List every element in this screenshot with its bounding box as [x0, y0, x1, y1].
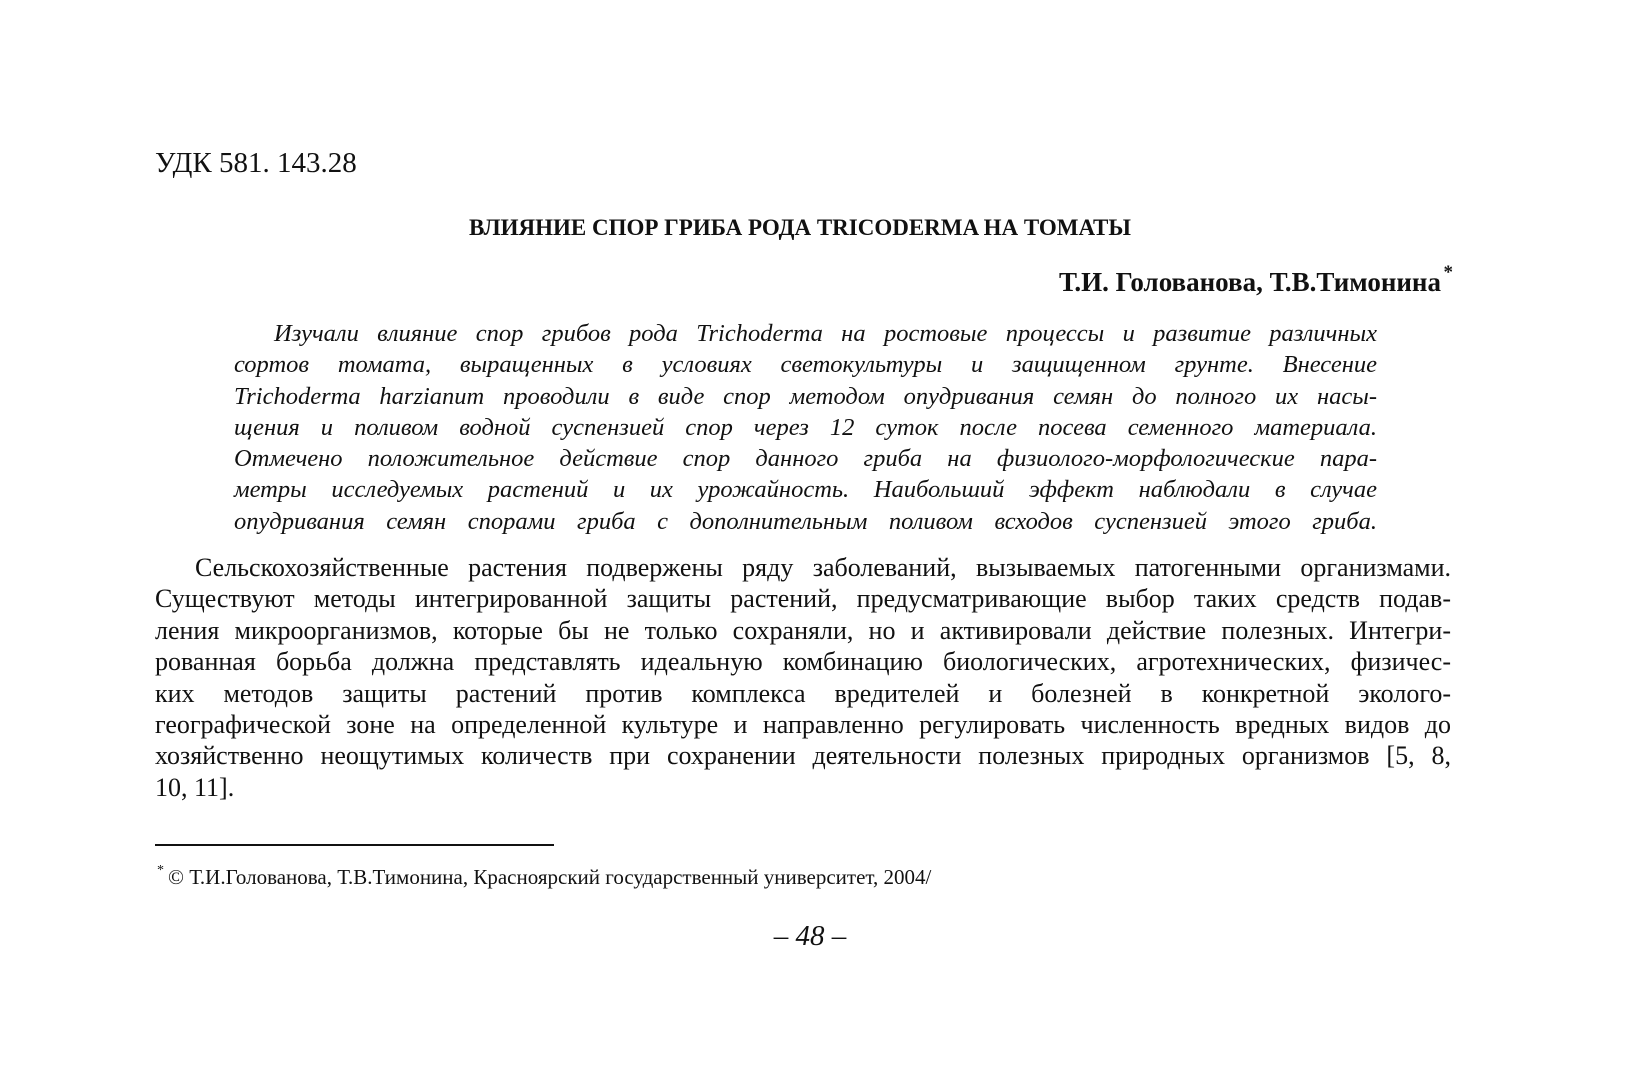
abstract-line: Отмечено положительное действие спор данного гриба на физиолого-морфологические пара- — [234, 445, 1377, 473]
body-paragraph — [155, 552, 1451, 803]
body-line: Сельскохозяйственные растения подвержены ряду заболеваний, вызываемых патогенными организмами. — [195, 553, 1451, 582]
abstract-line: щения и поливом водной суспензией спор через 12 суток после посева семенного материала. — [234, 413, 1377, 441]
body-line: ления микроорганизмов, которые бы не только сохраняли, но и активировали действие полезных. Интегри- — [155, 615, 1451, 645]
abstract-line: Trichoderma harzianит проводили в виде спор методом опудривания семян до полного их насы- — [234, 382, 1377, 410]
abstract — [234, 318, 1377, 537]
abstract-line: сортов томата, выращенных в условиях светокультуры и защищенном грунте. Внесение — [234, 351, 1377, 379]
abstract-line: опудривания семян спорами гриба с дополнительным поливом всходов суспензией этого гриба. — [234, 507, 1377, 535]
page-number: – 48 – — [773, 920, 847, 952]
authors-names: Т.И. Голованова, Т.В.Тимонина — [1059, 267, 1441, 297]
article-title: ВЛИЯНИЕ СПОР ГРИБА РОДА TRICODERMA НА ТОМАТЫ — [468, 215, 1131, 240]
authors — [1059, 262, 1453, 299]
udk-code: УДК 581. 143.28 — [155, 147, 357, 179]
body-line: географической зоне на определенной культуре и направленно регулировать численность вредных видов до — [155, 709, 1451, 739]
abstract-line: метры исследуемых растений и их урожайность. Наибольший эффект наблюдали в случае — [234, 476, 1377, 504]
body-line: рованная борьба должна представлять идеальную комбинацию биологических, агротехнических, физичес- — [155, 647, 1451, 677]
body-line: ких методов защиты растений против комплекса вредителей и болезней в конкретной эколого- — [155, 678, 1451, 708]
body-line: Существуют методы интегрированной защиты растений, предусматривающие выбор таких средств подав- — [155, 584, 1451, 614]
body-line: хозяйственно неощутимых количеств при сохранении деятельности полезных природных организмов [5, 8, — [155, 741, 1451, 771]
footnote-text: © Т.И.Голованова, Т.В.Тимонина, Красноярский государственный университет, 2004/ — [168, 865, 932, 889]
footnote-marker: * — [157, 863, 164, 878]
footnote — [157, 863, 931, 891]
abstract-line: Изучали влияние спор грибов рода Trichoderma на ростовые процессы и развитие различных — [274, 320, 1377, 347]
footnote-divider — [155, 844, 554, 846]
body-line: 10, 11]. — [155, 772, 235, 802]
authors-footnote-marker: * — [1443, 262, 1453, 283]
